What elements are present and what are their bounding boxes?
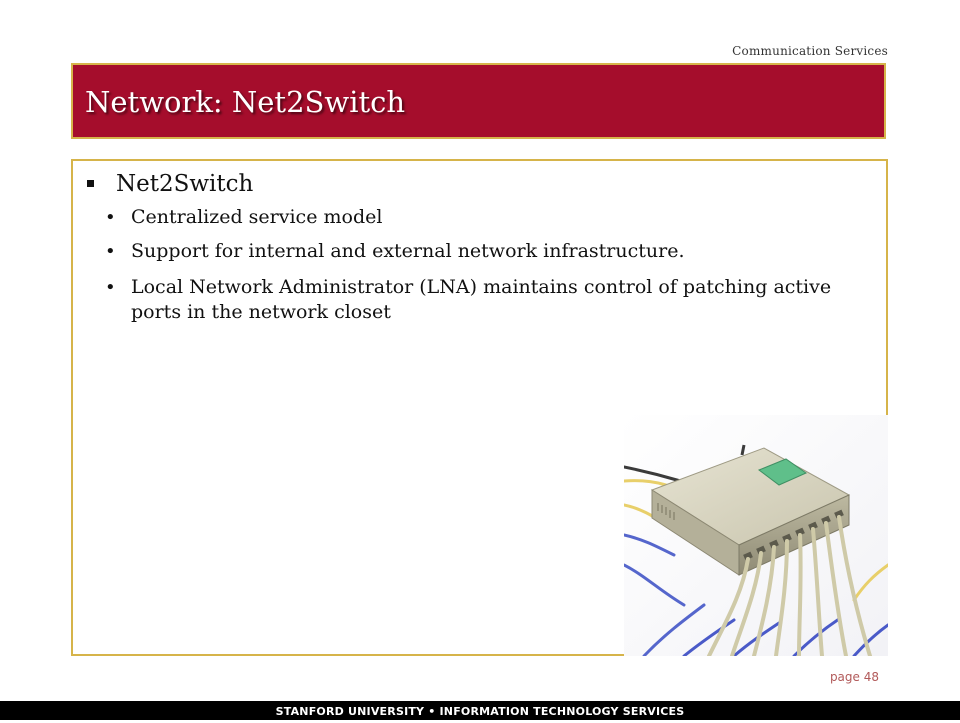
sub-bullet-text: Support for internal and external network infrastructure.: [131, 240, 685, 262]
page-number: page 48: [829, 670, 879, 684]
sub-bullet: [105, 239, 871, 264]
sub-bullet-text: Centralized service model: [131, 206, 383, 228]
title-bar: [71, 63, 886, 139]
bullet-dot-icon: •: [105, 207, 116, 228]
sub-bullet: [105, 275, 871, 325]
bullet-dot-icon: •: [105, 277, 116, 298]
sub-bullet-text: Local Network Administrator (LNA) maintains control of patching active ports in the network closet: [131, 276, 832, 323]
department-label: Communication Services: [732, 44, 888, 58]
main-bullet: [87, 171, 253, 197]
main-bullet-text: Net2Switch: [116, 171, 254, 197]
sub-bullet: [105, 205, 871, 230]
square-bullet-icon: [87, 180, 94, 187]
footer-bar: [0, 701, 960, 720]
network-switch-photo: [624, 415, 888, 656]
network-switch-illustration: [624, 415, 888, 656]
footer-text: STANFORD UNIVERSITY • INFORMATION TECHNOLOGY SERVICES: [275, 705, 685, 718]
slide-title: Network: Net2Switch: [85, 85, 406, 119]
bullet-dot-icon: •: [105, 241, 116, 262]
